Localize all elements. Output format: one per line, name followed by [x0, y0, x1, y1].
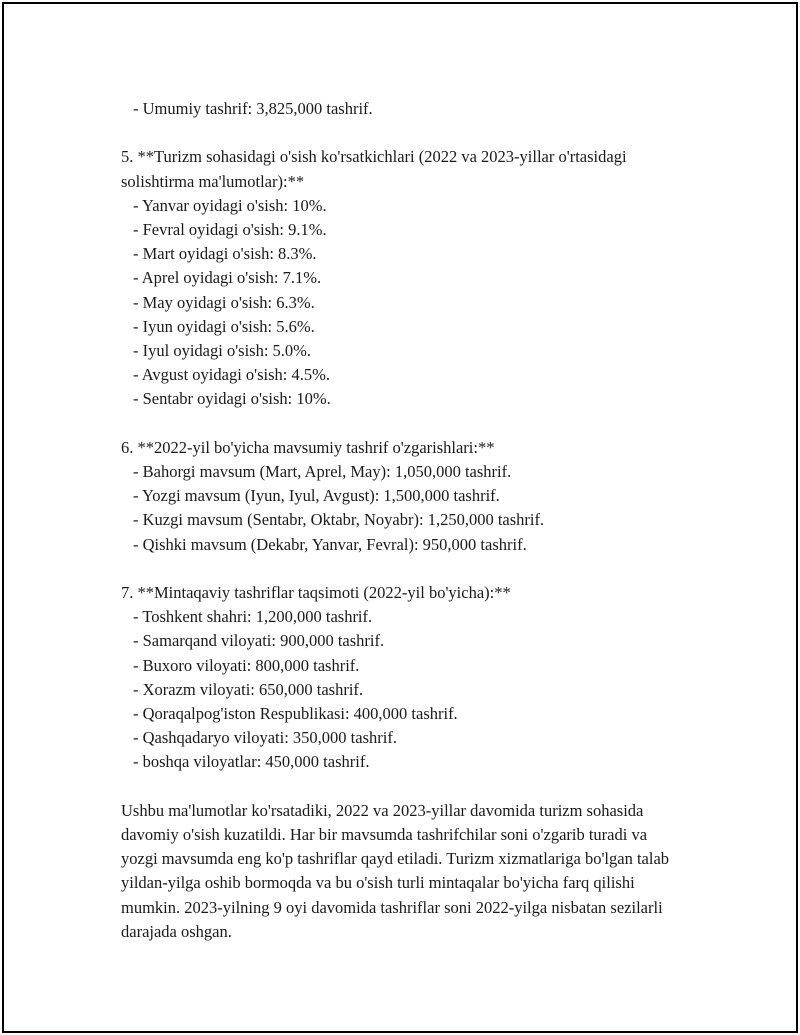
- list-item: - Avgust oyidagi o'sish: 4.5%.: [133, 365, 331, 385]
- list-item: - Qoraqalpog'iston Respublikasi: 400,000 tashrif.: [133, 704, 458, 724]
- page-frame: [2, 2, 798, 1033]
- spacer: [121, 121, 701, 145]
- list-item: - Iyul oyidagi o'sish: 5.0%.: [133, 341, 312, 361]
- section-7-heading: 7. **Mintaqaviy tashriflar taqsimoti (2022-yil bo'yicha):**: [121, 583, 511, 603]
- document-body: [121, 97, 701, 944]
- spacer: [121, 412, 701, 436]
- spacer: [121, 775, 701, 799]
- list-item: - Mart oyidagi o'sish: 8.3%.: [133, 244, 317, 264]
- list-item: - Toshkent shahri: 1,200,000 tashrif.: [133, 607, 373, 627]
- list-item: - Aprel oyidagi o'sish: 7.1%.: [133, 268, 322, 288]
- list-item: - Iyun oyidagi o'sish: 5.6%.: [133, 316, 315, 336]
- list-item: - Qashqadaryo viloyati: 350,000 tashrif.: [133, 728, 397, 748]
- list-item: - Bahorgi mavsum (Mart, Aprel, May): 1,050,000 tashrif.: [133, 462, 512, 482]
- list-item: - Fevral oyidagi o'sish: 9.1%.: [133, 220, 327, 239]
- list-item: - boshqa viloyatlar: 450,000 tashrif.: [133, 752, 370, 772]
- section-5-heading: 5. **Turizm sohasidagi o'sish ko'rsatkichlari (2022 va 2023-yillar o'rtasidagi solishtirma ma'lumotlar):**: [121, 147, 627, 191]
- total-visits-item: - Umumiy tashrif: 3,825,000 tashrif.: [133, 99, 373, 118]
- spacer: [121, 557, 701, 581]
- list-item: - Xorazm viloyati: 650,000 tashrif.: [133, 679, 364, 699]
- list-item: - Yanvar oyidagi o'sish: 10%.: [133, 195, 327, 215]
- list-item: - Yozgi mavsum (Iyun, Iyul, Avgust): 1,500,000 tashrif.: [133, 486, 500, 506]
- list-item: - Sentabr oyidagi o'sish: 10%.: [133, 389, 331, 409]
- list-item: - Samarqand viloyati: 900,000 tashrif.: [133, 631, 385, 651]
- list-item: - Kuzgi mavsum (Sentabr, Oktabr, Noyabr): 1,250,000 tashrif.: [133, 510, 545, 530]
- list-item: - Qishki mavsum (Dekabr, Yanvar, Fevral): 950,000 tashrif.: [133, 534, 527, 554]
- section-6-heading: 6. **2022-yil bo'yicha mavsumiy tashrif o'zgarishlari:**: [121, 437, 495, 457]
- list-item: - Buxoro viloyati: 800,000 tashrif.: [133, 655, 360, 675]
- list-item: - May oyidagi o'sish: 6.3%.: [133, 292, 315, 312]
- conclusion-paragraph: Ushbu ma'lumotlar ko'rsatadiki, 2022 va 2023-yillar davomida turizm sohasida davomiy o'sish kuzatildi. Har bir mavsumda tashrifchilar soni o'zgarib turadi va yozgi mavsumda eng ko'p tashriflar qayd etiladi. Turizm xizmatlariga bo'lgan talab yildan-yilga oshib bormoqda va bu o'sish turli mintaqalar bo'yicha farq qilishi mumkin. 2023-yilning 9 oyi davomida tashriflar soni 2022-yilga nisbatan sezilarli darajada oshgan.: [121, 800, 670, 941]
